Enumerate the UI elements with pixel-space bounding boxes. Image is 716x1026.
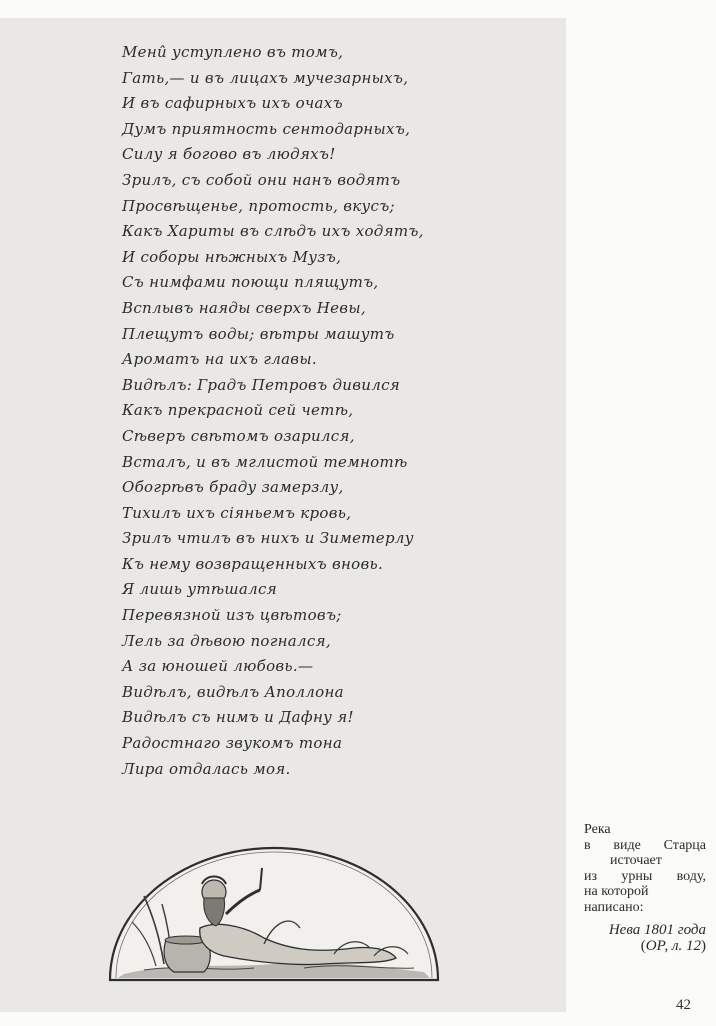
- manuscript-line: Просвѣщенье, протость, вкусъ;: [122, 196, 395, 215]
- manuscript-line: Видѣлъ съ нимъ и Дафну я!: [122, 708, 354, 727]
- manuscript-line: Всталъ, и въ мглистой темнотѣ: [122, 452, 408, 471]
- manuscript-line: Къ нему возвращенныхъ вновь.: [122, 554, 384, 573]
- manuscript-text: [122, 40, 452, 782]
- manuscript-line: Думъ приятность сентодарныхъ,: [122, 119, 411, 138]
- manuscript-line: Сѣверъ свѣтомъ озарился,: [122, 426, 355, 445]
- manuscript-line: Силу я богово въ людяхъ!: [122, 145, 336, 164]
- manuscript-line: Съ нимфами поющи плящутъ,: [122, 273, 379, 292]
- page-number: 42: [676, 997, 691, 1013]
- manuscript-line: А за юношей любовь.—: [122, 657, 314, 676]
- caption-line: в виде Старца: [584, 837, 706, 853]
- manuscript-line: Обогрѣвъ браду замерзлу,: [122, 478, 344, 497]
- manuscript-line: Гать,— и въ лицахъ мучезарныхъ,: [122, 68, 409, 87]
- caption-line: Река: [584, 822, 611, 837]
- manuscript-plate: [0, 18, 566, 1012]
- manuscript-line: Видѣлъ, видѣлъ Аполлона: [122, 682, 344, 701]
- caption-inscription: Нева 1801 года: [608, 922, 706, 938]
- manuscript-line: Лель за дѣвою погнался,: [122, 631, 331, 650]
- manuscript-line: Тихилъ ихъ сіяньемъ кровь,: [122, 503, 352, 522]
- manuscript-line: Всплывъ наяды сверхъ Невы,: [122, 298, 366, 317]
- manuscript-line: И соборы нѣжныхъ Музъ,: [122, 247, 342, 266]
- manuscript-line: Радостнаго звукомъ тона: [122, 734, 343, 753]
- caption-line: источает: [610, 853, 662, 868]
- manuscript-line: Какъ Хариты въ слѣдъ ихъ ходятъ,: [122, 222, 424, 241]
- caption-line: на которой: [584, 884, 649, 899]
- caption-source-text: ОР, л. 12: [645, 937, 701, 954]
- caption-source-reference: (ОР, л. 12): [640, 937, 706, 954]
- manuscript-line: Зрилъ, съ собой они нанъ водятъ: [122, 170, 401, 189]
- manuscript-line: Лира отдалась моя.: [122, 759, 291, 778]
- illustration-caption: [584, 822, 706, 954]
- caption-line: написано:: [584, 899, 644, 915]
- river-god-vignette: [104, 844, 444, 984]
- manuscript-line: Зрилъ чтилъ въ нихъ и Зиметерлу: [122, 529, 414, 548]
- manuscript-line: Ароматъ на ихъ главы.: [122, 350, 317, 369]
- manuscript-line: Мени̂ уступлено въ томъ,: [122, 43, 344, 61]
- manuscript-line: Перевязной изъ цвѣтовъ;: [122, 606, 342, 625]
- manuscript-line: Плещутъ воды; вѣтры машутъ: [122, 324, 395, 343]
- caption-line: из урны воду,: [584, 868, 706, 884]
- manuscript-line: И въ сафирныхъ ихъ очахъ: [122, 94, 343, 113]
- manuscript-line: Какъ прекрасной сей четѣ,: [122, 401, 354, 420]
- manuscript-line: Я лишь утѣшался: [122, 580, 277, 599]
- manuscript-line: Видѣлъ: Градъ Петровъ дивился: [122, 375, 400, 394]
